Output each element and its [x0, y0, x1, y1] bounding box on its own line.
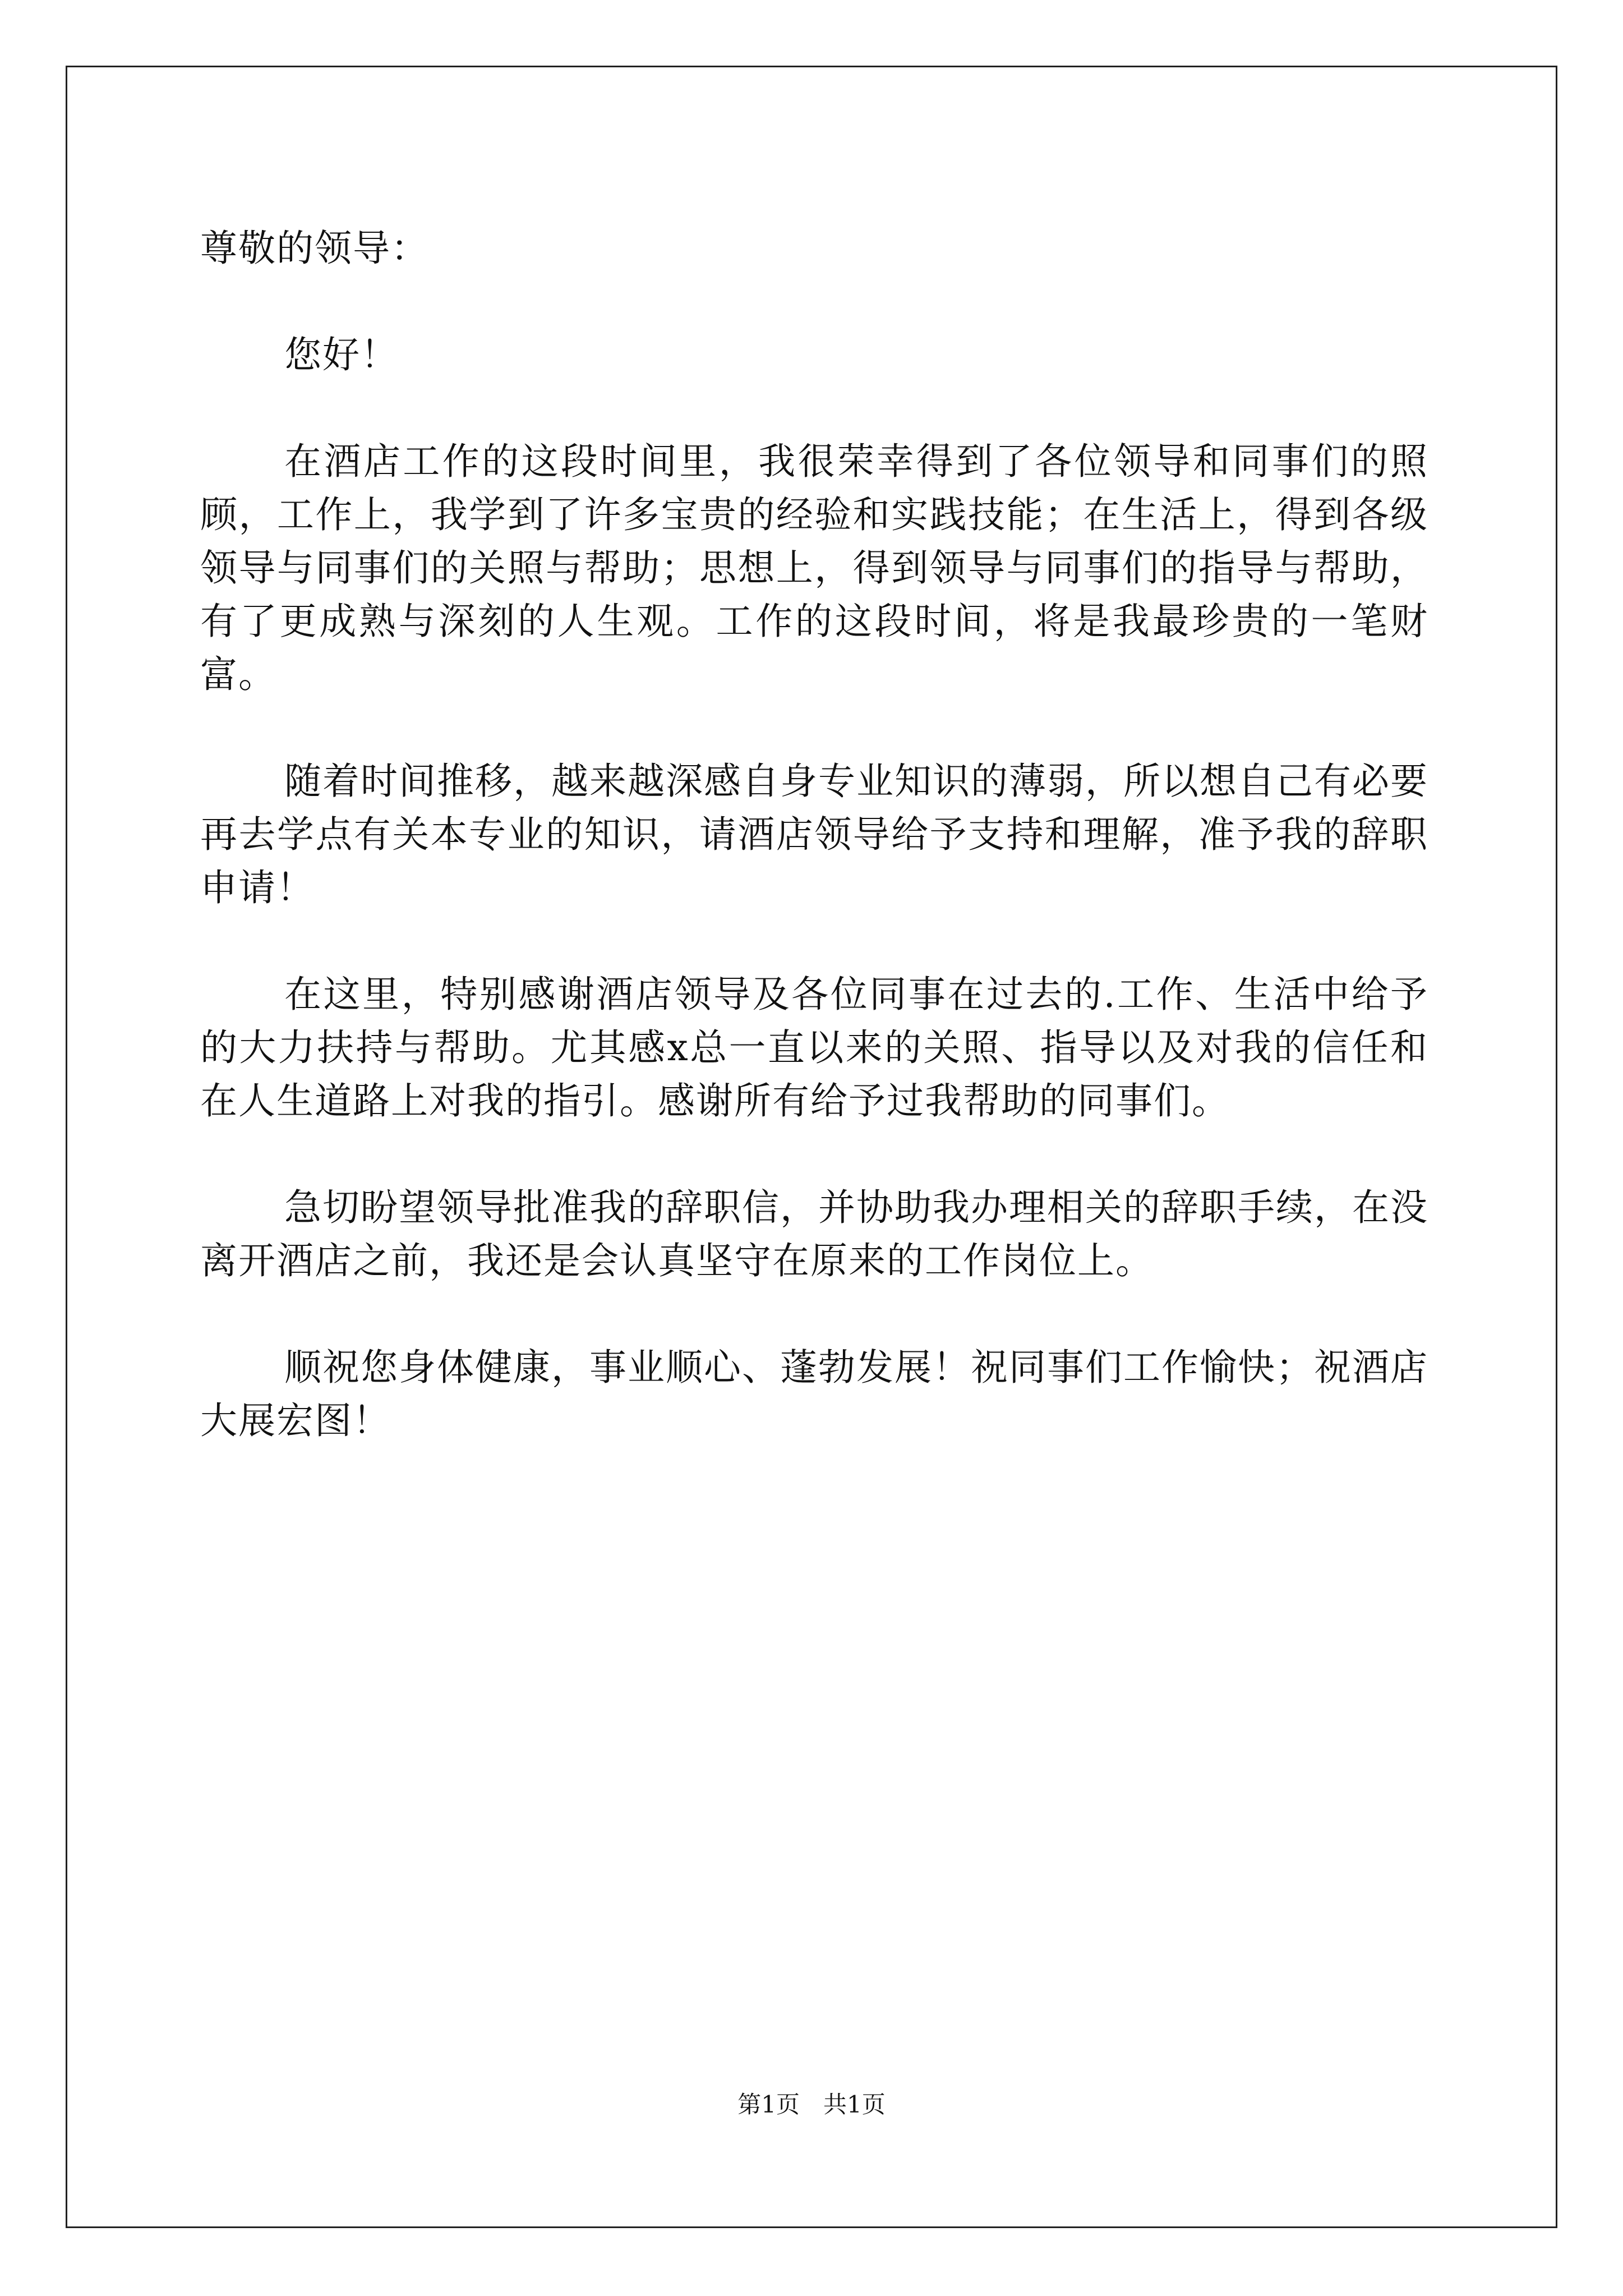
page-number: 第1页: [737, 2091, 800, 2118]
paragraph-thanks: 在这里，特别感谢酒店领导及各位同事在过去的.工作、生活中给予的大力扶持与帮助。尤其感x总一直以来的关照、指导以及对我的信任和在人生道路上对我的指引。感谢所有给予过我帮助的同事们。: [200, 973, 1428, 1122]
greeting: 您好！: [284, 333, 399, 376]
page-total: 共1页: [823, 2091, 886, 2118]
paragraph-closing-wishes: 顺祝您身体健康，事业顺心、蓬勃发展！祝同事们工作愉快；祝酒店大展宏图！: [200, 1346, 1428, 1442]
paragraph-reason: 随着时间推移，越来越深感自身专业知识的薄弱，所以想自己有必要再去学点有关本专业的知识，请酒店领导给予支持和理解，准予我的辞职申请！: [200, 760, 1428, 909]
letter-body: [200, 222, 1428, 1501]
page-footer: [0, 2091, 1623, 2119]
salutation: 尊敬的领导：: [200, 227, 429, 270]
paragraph-request: 急切盼望领导批准我的辞职信，并协助我办理相关的辞职手续，在没离开酒店之前，我还是会认真坚守在原来的工作岗位上。: [200, 1186, 1428, 1282]
paragraph-gratitude: 在酒店工作的这段时间里，我很荣幸得到了各位领导和同事们的照顾，工作上，我学到了许多宝贵的经验和实践技能；在生活上，得到各级领导与同事们的关照与帮助；思想上，得到领导与同事们的指导与帮助，有了更成熟与深刻的人生观。工作的这段时间，将是我最珍贵的一笔财富。: [200, 440, 1428, 696]
